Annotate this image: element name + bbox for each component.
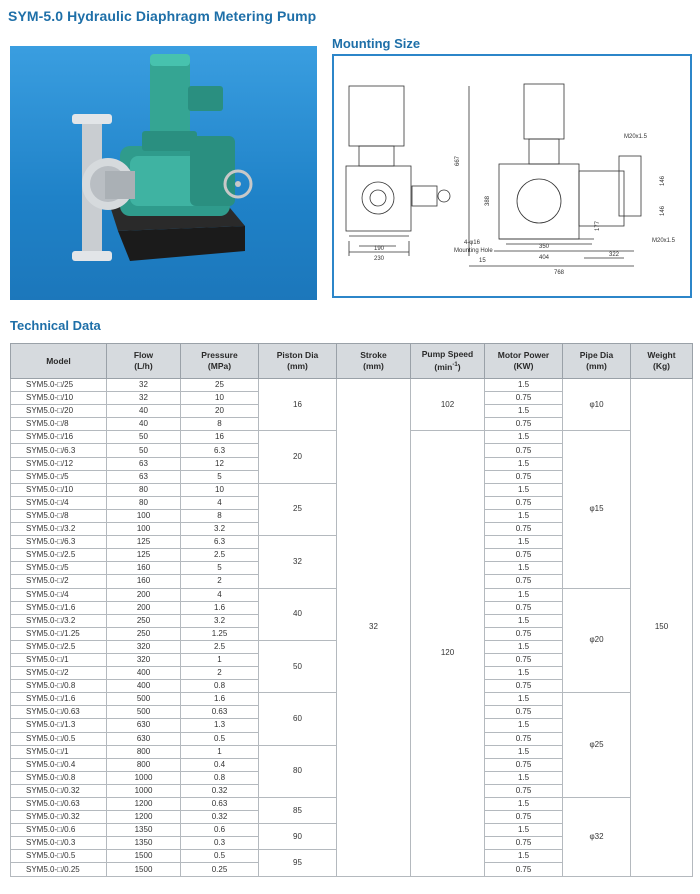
cell-piston-dia: 60 <box>259 693 337 745</box>
dim-350: 350 <box>539 244 550 250</box>
cell-flow: 1350 <box>107 837 181 850</box>
cell-model: SYM5.0-□/1 <box>11 653 107 666</box>
cell-motor-power: 0.75 <box>485 811 563 824</box>
col-stroke-unit: (mm) <box>363 361 384 371</box>
cell-pressure: 0.8 <box>181 680 259 693</box>
dim-230: 230 <box>374 256 385 262</box>
dim-404: 404 <box>539 255 550 261</box>
cell-motor-power: 0.75 <box>485 418 563 431</box>
cell-motor-power: 0.75 <box>485 732 563 745</box>
dim-322: 322 <box>609 252 620 258</box>
col-flow-label: Flow <box>133 350 154 360</box>
mounting-drawing <box>332 54 692 298</box>
col-piston <box>259 344 337 379</box>
cell-model: SYM5.0-□/6.3 <box>11 444 107 457</box>
cell-motor-power: 1.5 <box>485 562 563 575</box>
cell-pressure: 2 <box>181 575 259 588</box>
cell-motor-power: 0.75 <box>485 496 563 509</box>
cell-motor-power: 0.75 <box>485 549 563 562</box>
cell-pressure: 12 <box>181 457 259 470</box>
cell-pressure: 8 <box>181 418 259 431</box>
cell-motor-power: 1.5 <box>485 588 563 601</box>
cell-motor-power: 1.5 <box>485 667 563 680</box>
cell-motor-power: 0.75 <box>485 627 563 640</box>
page-title <box>8 8 316 24</box>
cell-flow: 125 <box>107 536 181 549</box>
col-flow-unit: (L/h) <box>134 361 153 371</box>
cell-flow: 63 <box>107 457 181 470</box>
cell-model: SYM5.0-□/0.32 <box>11 784 107 797</box>
cell-pressure: 6.3 <box>181 536 259 549</box>
dim-hole: 4-φ16 <box>464 240 480 246</box>
col-weight-unit: (Kg) <box>653 361 670 371</box>
cell-motor-power: 1.5 <box>485 614 563 627</box>
dim-m20-top: M20x1.5 <box>624 134 648 140</box>
col-pipe-unit: (mm) <box>586 361 607 371</box>
cell-motor-power: 1.5 <box>485 824 563 837</box>
dim-15: 15 <box>479 258 486 264</box>
cell-model: SYM5.0-□/16 <box>11 431 107 444</box>
cell-flow: 200 <box>107 588 181 601</box>
cell-flow: 160 <box>107 562 181 575</box>
cell-pipe-dia: φ15 <box>563 431 631 588</box>
cell-motor-power: 1.5 <box>485 457 563 470</box>
cell-model: SYM5.0-□/10 <box>11 392 107 405</box>
col-power-label: Motor Power <box>497 350 550 360</box>
cell-pipe-dia: φ32 <box>563 798 631 877</box>
cell-flow: 1500 <box>107 863 181 876</box>
cell-motor-power: 1.5 <box>485 536 563 549</box>
cell-pipe-dia: φ20 <box>563 588 631 693</box>
cell-pressure: 0.63 <box>181 798 259 811</box>
cell-pressure: 6.3 <box>181 444 259 457</box>
cell-flow: 800 <box>107 758 181 771</box>
cell-pressure: 1 <box>181 653 259 666</box>
cell-model: SYM5.0-□/0.8 <box>11 771 107 784</box>
cell-model: SYM5.0-□/6.3 <box>11 536 107 549</box>
cell-flow: 400 <box>107 667 181 680</box>
col-pipe-label: Pipe Dia <box>579 350 614 360</box>
cell-pressure: 5 <box>181 562 259 575</box>
cell-model: SYM5.0-□/0.63 <box>11 798 107 811</box>
cell-flow: 1200 <box>107 798 181 811</box>
cell-pressure: 0.3 <box>181 837 259 850</box>
cell-pressure: 1 <box>181 745 259 758</box>
col-speed <box>411 344 485 379</box>
cell-model: SYM5.0-□/0.6 <box>11 824 107 837</box>
cell-model: SYM5.0-□/20 <box>11 405 107 418</box>
cell-piston-dia: 95 <box>259 850 337 876</box>
cell-model: SYM5.0-□/8 <box>11 418 107 431</box>
cell-model: SYM5.0-□/0.4 <box>11 758 107 771</box>
cell-pressure: 0.8 <box>181 771 259 784</box>
cell-flow: 40 <box>107 405 181 418</box>
table-body <box>11 379 693 877</box>
cell-motor-power: 0.75 <box>485 680 563 693</box>
cell-motor-power: 1.5 <box>485 771 563 784</box>
title-name: Hydraulic Diaphragm Metering Pump <box>67 8 317 24</box>
cell-pipe-dia: φ10 <box>563 379 631 431</box>
cell-flow: 100 <box>107 523 181 536</box>
dim-mounting-hole: Mounting Hole <box>454 248 493 254</box>
col-pressure <box>181 344 259 379</box>
cell-model: SYM5.0-□/0.5 <box>11 850 107 863</box>
cell-model: SYM5.0-□/0.8 <box>11 680 107 693</box>
cell-piston-dia: 80 <box>259 745 337 797</box>
cell-flow: 500 <box>107 693 181 706</box>
col-speed-label: Pump Speed <box>421 349 474 360</box>
cell-piston-dia: 25 <box>259 483 337 535</box>
cell-pressure: 1.6 <box>181 601 259 614</box>
cell-flow: 125 <box>107 549 181 562</box>
cell-flow: 1000 <box>107 784 181 797</box>
col-piston-label: Piston Dia <box>276 350 319 360</box>
cell-motor-power: 1.5 <box>485 379 563 392</box>
col-pressure-label: Pressure <box>201 350 238 360</box>
cell-motor-power: 0.75 <box>485 784 563 797</box>
col-power <box>485 344 563 379</box>
dim-388: 388 <box>485 195 491 206</box>
cell-motor-power: 0.75 <box>485 523 563 536</box>
cell-flow: 160 <box>107 575 181 588</box>
cell-model: SYM5.0-□/25 <box>11 379 107 392</box>
cell-model: SYM5.0-□/4 <box>11 496 107 509</box>
cell-motor-power: 1.5 <box>485 509 563 522</box>
cell-flow: 1000 <box>107 771 181 784</box>
cell-model: SYM5.0-□/5 <box>11 470 107 483</box>
cell-pressure: 5 <box>181 470 259 483</box>
cell-model: SYM5.0-□/2.5 <box>11 640 107 653</box>
cell-model: SYM5.0-□/4 <box>11 588 107 601</box>
cell-flow: 800 <box>107 745 181 758</box>
col-pipe <box>563 344 631 379</box>
cell-flow: 200 <box>107 601 181 614</box>
cell-flow: 320 <box>107 640 181 653</box>
cell-motor-power: 0.75 <box>485 863 563 876</box>
cell-pump-speed: 102 <box>411 379 485 431</box>
col-model-label: Model <box>46 355 71 366</box>
cell-model: SYM5.0-□/0.32 <box>11 811 107 824</box>
cell-flow: 500 <box>107 706 181 719</box>
cell-motor-power: 1.5 <box>485 745 563 758</box>
cell-pump-speed: 120 <box>411 431 485 876</box>
cell-pressure: 3.2 <box>181 523 259 536</box>
cell-model: SYM5.0-□/3.2 <box>11 614 107 627</box>
col-speed-unit-sup: -1 <box>452 362 458 369</box>
cell-model: SYM5.0-□/3.2 <box>11 523 107 536</box>
pump-illustration <box>10 46 317 300</box>
cell-pressure: 0.63 <box>181 706 259 719</box>
cell-stroke: 32 <box>337 379 411 877</box>
cell-model: SYM5.0-□/1 <box>11 745 107 758</box>
cell-pressure: 8 <box>181 509 259 522</box>
dim-667: 667 <box>455 155 461 166</box>
cell-pressure: 16 <box>181 431 259 444</box>
cell-flow: 40 <box>107 418 181 431</box>
cell-model: SYM5.0-□/8 <box>11 509 107 522</box>
cell-flow: 1350 <box>107 824 181 837</box>
dim-146: 146 <box>660 175 666 186</box>
cell-motor-power: 1.5 <box>485 431 563 444</box>
cell-flow: 1200 <box>107 811 181 824</box>
cell-flow: 250 <box>107 614 181 627</box>
cell-model: SYM5.0-□/0.5 <box>11 732 107 745</box>
cell-motor-power: 0.75 <box>485 706 563 719</box>
cell-motor-power: 0.75 <box>485 444 563 457</box>
cell-pressure: 0.4 <box>181 758 259 771</box>
dim-146b: 146 <box>660 205 666 216</box>
col-speed-unit-b: ) <box>457 361 461 372</box>
cell-piston-dia: 40 <box>259 588 337 640</box>
table-row <box>11 379 693 392</box>
cell-pressure: 0.5 <box>181 850 259 863</box>
cell-piston-dia: 20 <box>259 431 337 483</box>
cell-weight: 150 <box>631 379 693 877</box>
cell-flow: 32 <box>107 392 181 405</box>
cell-motor-power: 0.75 <box>485 837 563 850</box>
cell-pressure: 20 <box>181 405 259 418</box>
cell-pressure: 10 <box>181 483 259 496</box>
cell-motor-power: 1.5 <box>485 405 563 418</box>
title-model: SYM-5.0 <box>8 8 64 24</box>
cell-pressure: 25 <box>181 379 259 392</box>
dim-768: 768 <box>554 270 565 276</box>
col-weight-label: Weight <box>647 350 676 360</box>
dim-177: 177 <box>595 220 601 231</box>
cell-motor-power: 0.75 <box>485 392 563 405</box>
col-piston-unit: (mm) <box>287 361 308 371</box>
cell-pressure: 0.5 <box>181 732 259 745</box>
col-stroke-label: Stroke <box>360 350 387 360</box>
cell-model: SYM5.0-□/12 <box>11 457 107 470</box>
technical-data-table <box>10 343 693 877</box>
dim-m20-bottom: M20x1.5 <box>652 238 676 244</box>
cell-motor-power: 1.5 <box>485 640 563 653</box>
cell-pressure: 2.5 <box>181 549 259 562</box>
cell-flow: 50 <box>107 444 181 457</box>
cell-pressure: 0.25 <box>181 863 259 876</box>
cell-motor-power: 0.75 <box>485 601 563 614</box>
cell-piston-dia: 32 <box>259 536 337 588</box>
cell-model: SYM5.0-□/2.5 <box>11 549 107 562</box>
cell-pressure: 2.5 <box>181 640 259 653</box>
cell-pressure: 1.6 <box>181 693 259 706</box>
cell-pressure: 1.25 <box>181 627 259 640</box>
cell-piston-dia: 50 <box>259 640 337 692</box>
col-weight <box>631 344 693 379</box>
cell-model: SYM5.0-□/1.6 <box>11 693 107 706</box>
col-pressure-unit: (MPa) <box>207 361 232 371</box>
cell-motor-power: 0.75 <box>485 653 563 666</box>
cell-piston-dia: 85 <box>259 798 337 824</box>
cell-pressure: 0.32 <box>181 811 259 824</box>
cell-model: SYM5.0-□/10 <box>11 483 107 496</box>
cell-pressure: 2 <box>181 667 259 680</box>
cell-motor-power: 1.5 <box>485 850 563 863</box>
cell-flow: 50 <box>107 431 181 444</box>
col-model <box>11 344 107 379</box>
cell-model: SYM5.0-□/0.3 <box>11 837 107 850</box>
cell-pressure: 0.6 <box>181 824 259 837</box>
cell-model: SYM5.0-□/0.63 <box>11 706 107 719</box>
cell-motor-power: 1.5 <box>485 483 563 496</box>
cell-model: SYM5.0-□/1.3 <box>11 719 107 732</box>
cell-pressure: 10 <box>181 392 259 405</box>
cell-pressure: 1.3 <box>181 719 259 732</box>
cell-flow: 1500 <box>107 850 181 863</box>
mounting-size-heading: Mounting Size <box>332 36 421 51</box>
dim-190: 190 <box>374 246 385 252</box>
cell-flow: 80 <box>107 483 181 496</box>
table-header-row <box>11 344 693 379</box>
cell-pressure: 4 <box>181 588 259 601</box>
cell-motor-power: 1.5 <box>485 798 563 811</box>
col-stroke <box>337 344 411 379</box>
cell-model: SYM5.0-□/1.25 <box>11 627 107 640</box>
product-photo <box>10 46 317 300</box>
cell-flow: 630 <box>107 719 181 732</box>
mounting-size-drawing <box>334 56 690 296</box>
cell-model: SYM5.0-□/2 <box>11 575 107 588</box>
cell-piston-dia: 90 <box>259 824 337 850</box>
cell-model: SYM5.0-□/0.25 <box>11 863 107 876</box>
cell-flow: 400 <box>107 680 181 693</box>
col-flow <box>107 344 181 379</box>
technical-data-heading: Technical Data <box>10 318 101 333</box>
cell-motor-power: 1.5 <box>485 719 563 732</box>
cell-motor-power: 0.75 <box>485 470 563 483</box>
cell-pressure: 3.2 <box>181 614 259 627</box>
col-power-unit: (KW) <box>513 361 534 371</box>
cell-flow: 630 <box>107 732 181 745</box>
cell-flow: 320 <box>107 653 181 666</box>
cell-model: SYM5.0-□/5 <box>11 562 107 575</box>
cell-pipe-dia: φ25 <box>563 693 631 798</box>
cell-motor-power: 0.75 <box>485 575 563 588</box>
cell-motor-power: 0.75 <box>485 758 563 771</box>
cell-flow: 80 <box>107 496 181 509</box>
cell-flow: 250 <box>107 627 181 640</box>
cell-flow: 63 <box>107 470 181 483</box>
cell-motor-power: 1.5 <box>485 693 563 706</box>
col-speed-unit-a: (min <box>434 361 453 372</box>
cell-flow: 100 <box>107 509 181 522</box>
cell-piston-dia: 16 <box>259 379 337 431</box>
cell-pressure: 0.32 <box>181 784 259 797</box>
cell-flow: 32 <box>107 379 181 392</box>
cell-model: SYM5.0-□/1.6 <box>11 601 107 614</box>
cell-pressure: 4 <box>181 496 259 509</box>
cell-model: SYM5.0-□/2 <box>11 667 107 680</box>
